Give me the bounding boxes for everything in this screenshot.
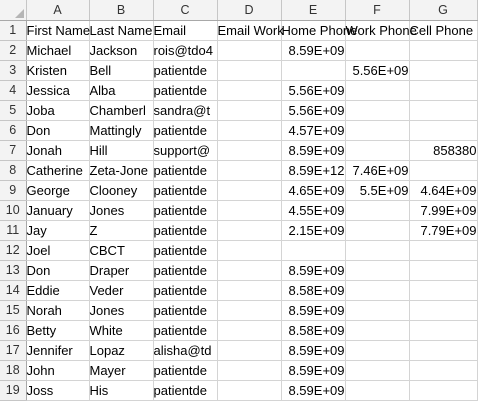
cell-d[interactable]: [217, 81, 281, 101]
cell-c[interactable]: patientde: [153, 61, 217, 81]
table-row: [0, 381, 477, 401]
cell-c[interactable]: patientde: [153, 241, 217, 261]
column-header-b[interactable]: B: [89, 0, 153, 21]
cell-b[interactable]: Draper: [89, 261, 153, 281]
row-header[interactable]: 16: [0, 321, 26, 341]
cell-g[interactable]: 7.79E+09: [409, 221, 477, 241]
table-row: [0, 21, 477, 41]
select-all-corner[interactable]: [0, 0, 26, 21]
cell-b[interactable]: Last Name: [89, 21, 153, 41]
cell-a[interactable]: Joel: [26, 241, 89, 261]
cell-f[interactable]: [345, 361, 409, 381]
cell-e[interactable]: 8.59E+09: [281, 341, 345, 361]
row-header[interactable]: 12: [0, 241, 26, 261]
cell-b[interactable]: Chamberl: [89, 101, 153, 121]
cell-c[interactable]: patientde: [153, 321, 217, 341]
cell-d[interactable]: [217, 161, 281, 181]
column-header-f[interactable]: F: [345, 0, 409, 21]
cell-g[interactable]: [409, 241, 477, 261]
table-row: [0, 161, 477, 181]
row-header[interactable]: 2: [0, 41, 26, 61]
cell-b[interactable]: Jackson: [89, 41, 153, 61]
column-header-c[interactable]: C: [153, 0, 217, 21]
cell-f[interactable]: [345, 141, 409, 161]
cell-f[interactable]: 5.5E+09: [345, 181, 409, 201]
cell-f[interactable]: 5.56E+09: [345, 61, 409, 81]
cell-d[interactable]: [217, 141, 281, 161]
cell-g[interactable]: [409, 341, 477, 361]
cell-b[interactable]: CBCT: [89, 241, 153, 261]
cell-e[interactable]: 5.56E+09: [281, 81, 345, 101]
cell-f[interactable]: 7.46E+09: [345, 161, 409, 181]
cell-c[interactable]: patientde: [153, 221, 217, 241]
cell-e[interactable]: 8.59E+09: [281, 361, 345, 381]
cell-c[interactable]: patientde: [153, 361, 217, 381]
row-header[interactable]: 7: [0, 141, 26, 161]
table-row: [0, 261, 477, 281]
cell-e[interactable]: 8.59E+09: [281, 301, 345, 321]
cell-c[interactable]: rois@tdo4: [153, 41, 217, 61]
cell-d[interactable]: [217, 381, 281, 401]
cell-a[interactable]: Don: [26, 121, 89, 141]
cell-g[interactable]: [409, 301, 477, 321]
cell-b[interactable]: Zeta-Jone: [89, 161, 153, 181]
cell-g[interactable]: [409, 81, 477, 101]
row-header[interactable]: 4: [0, 81, 26, 101]
row-header[interactable]: 9: [0, 181, 26, 201]
cell-e[interactable]: 5.56E+09: [281, 101, 345, 121]
cell-g[interactable]: [409, 281, 477, 301]
cell-g[interactable]: [409, 41, 477, 61]
cell-c[interactable]: patientde: [153, 301, 217, 321]
cell-f[interactable]: [345, 341, 409, 361]
cell-c[interactable]: support@: [153, 141, 217, 161]
cell-a[interactable]: Joba: [26, 101, 89, 121]
cell-g[interactable]: [409, 361, 477, 381]
select-all-triangle-icon: [15, 9, 24, 18]
cell-e[interactable]: 8.59E+09: [281, 381, 345, 401]
cell-a[interactable]: First Name: [26, 21, 89, 41]
table-row: [0, 181, 477, 201]
cell-d[interactable]: [217, 181, 281, 201]
cell-c[interactable]: alisha@td: [153, 341, 217, 361]
table-row: [0, 61, 477, 81]
cell-a[interactable]: Joss: [26, 381, 89, 401]
cell-g[interactable]: 7.99E+09: [409, 201, 477, 221]
cell-e[interactable]: 8.59E+09: [281, 261, 345, 281]
cell-f[interactable]: [345, 201, 409, 221]
table-row: [0, 321, 477, 341]
row-header[interactable]: 3: [0, 61, 26, 81]
cell-e[interactable]: 4.65E+09: [281, 181, 345, 201]
cell-d[interactable]: [217, 61, 281, 81]
cell-d[interactable]: [217, 41, 281, 61]
table-row: [0, 41, 477, 61]
table-row: [0, 201, 477, 221]
cell-d[interactable]: [217, 201, 281, 221]
cell-a[interactable]: Jay: [26, 221, 89, 241]
column-header-a[interactable]: A: [26, 0, 89, 21]
cell-b[interactable]: Hill: [89, 141, 153, 161]
cell-a[interactable]: George: [26, 181, 89, 201]
cell-f[interactable]: [345, 241, 409, 261]
row-header[interactable]: 6: [0, 121, 26, 141]
cell-f[interactable]: [345, 281, 409, 301]
table-row: [0, 141, 477, 161]
table-row: [0, 221, 477, 241]
column-header-d[interactable]: D: [217, 0, 281, 21]
cell-f[interactable]: [345, 101, 409, 121]
cell-e[interactable]: 8.59E+12: [281, 161, 345, 181]
table-row: [0, 301, 477, 321]
table-row: [0, 361, 477, 381]
column-header-g[interactable]: G: [409, 0, 477, 21]
cell-b[interactable]: White: [89, 321, 153, 341]
cell-b[interactable]: Z: [89, 221, 153, 241]
table-row: [0, 121, 477, 141]
cell-f[interactable]: [345, 81, 409, 101]
cell-a[interactable]: Catherine: [26, 161, 89, 181]
row-header[interactable]: 8: [0, 161, 26, 181]
row-header[interactable]: 15: [0, 301, 26, 321]
cell-a[interactable]: January: [26, 201, 89, 221]
cell-c[interactable]: patientde: [153, 201, 217, 221]
cell-b[interactable]: Mattingly: [89, 121, 153, 141]
cell-e[interactable]: 8.58E+09: [281, 321, 345, 341]
cell-d[interactable]: [217, 241, 281, 261]
cell-c[interactable]: patientde: [153, 161, 217, 181]
cell-e[interactable]: 2.15E+09: [281, 221, 345, 241]
cell-d[interactable]: [217, 121, 281, 141]
cell-g[interactable]: [409, 121, 477, 141]
cell-d[interactable]: Email Work: [217, 21, 281, 41]
cell-g[interactable]: [409, 381, 477, 401]
cell-c[interactable]: patientde: [153, 281, 217, 301]
cell-f[interactable]: [345, 41, 409, 61]
cell-a[interactable]: Jessica: [26, 81, 89, 101]
cell-g[interactable]: [409, 61, 477, 81]
cell-b[interactable]: His: [89, 381, 153, 401]
cell-f[interactable]: [345, 321, 409, 341]
cell-a[interactable]: Betty: [26, 321, 89, 341]
cell-b[interactable]: Jones: [89, 301, 153, 321]
cell-c[interactable]: patientde: [153, 381, 217, 401]
cell-b[interactable]: Bell: [89, 61, 153, 81]
cell-d[interactable]: [217, 281, 281, 301]
cell-c[interactable]: patientde: [153, 261, 217, 281]
column-header-row: [0, 0, 477, 21]
cell-f[interactable]: [345, 121, 409, 141]
row-header[interactable]: 5: [0, 101, 26, 121]
cell-g[interactable]: [409, 261, 477, 281]
cell-a[interactable]: Norah: [26, 301, 89, 321]
cell-c[interactable]: sandra@t: [153, 101, 217, 121]
cell-d[interactable]: [217, 221, 281, 241]
cell-e[interactable]: 4.55E+09: [281, 201, 345, 221]
row-header[interactable]: 18: [0, 361, 26, 381]
cell-g[interactable]: Cell Phone: [409, 21, 477, 41]
cell-a[interactable]: John: [26, 361, 89, 381]
row-header[interactable]: 10: [0, 201, 26, 221]
cell-b[interactable]: Alba: [89, 81, 153, 101]
cell-c[interactable]: patientde: [153, 181, 217, 201]
cell-d[interactable]: [217, 321, 281, 341]
cell-d[interactable]: [217, 261, 281, 281]
cell-c[interactable]: Email: [153, 21, 217, 41]
cell-d[interactable]: [217, 341, 281, 361]
cell-e[interactable]: Home Phone: [281, 21, 345, 41]
cell-a[interactable]: Eddie: [26, 281, 89, 301]
cell-e[interactable]: 8.59E+09: [281, 141, 345, 161]
cell-b[interactable]: Mayer: [89, 361, 153, 381]
cell-e[interactable]: 8.59E+09: [281, 41, 345, 61]
table-row: [0, 241, 477, 261]
cell-b[interactable]: Jones: [89, 201, 153, 221]
row-header[interactable]: 17: [0, 341, 26, 361]
cell-e[interactable]: [281, 241, 345, 261]
cell-b[interactable]: Clooney: [89, 181, 153, 201]
cell-e[interactable]: 8.58E+09: [281, 281, 345, 301]
cell-d[interactable]: [217, 301, 281, 321]
row-header[interactable]: 19: [0, 381, 26, 401]
cell-c[interactable]: patientde: [153, 81, 217, 101]
cell-d[interactable]: [217, 101, 281, 121]
cell-b[interactable]: Lopaz: [89, 341, 153, 361]
row-header[interactable]: 14: [0, 281, 26, 301]
cell-g[interactable]: [409, 161, 477, 181]
cell-f[interactable]: [345, 221, 409, 241]
cell-g[interactable]: [409, 321, 477, 341]
cell-a[interactable]: Don: [26, 261, 89, 281]
cell-g[interactable]: 858380: [409, 141, 477, 161]
cell-f[interactable]: [345, 381, 409, 401]
table-row: [0, 101, 477, 121]
cell-g[interactable]: [409, 101, 477, 121]
cell-a[interactable]: Jennifer: [26, 341, 89, 361]
row-header[interactable]: 11: [0, 221, 26, 241]
column-header-e[interactable]: E: [281, 0, 345, 21]
cell-d[interactable]: [217, 361, 281, 381]
cell-f[interactable]: [345, 261, 409, 281]
cell-a[interactable]: Michael: [26, 41, 89, 61]
cell-a[interactable]: Jonah: [26, 141, 89, 161]
row-header[interactable]: 13: [0, 261, 26, 281]
cell-g[interactable]: 4.64E+09: [409, 181, 477, 201]
cell-a[interactable]: Kristen: [26, 61, 89, 81]
cell-c[interactable]: patientde: [153, 121, 217, 141]
cell-f[interactable]: [345, 301, 409, 321]
cell-e[interactable]: [281, 61, 345, 81]
cell-f[interactable]: Work Phone: [345, 21, 409, 41]
cell-b[interactable]: Veder: [89, 281, 153, 301]
table-row: [0, 341, 477, 361]
table-row: [0, 81, 477, 101]
row-header[interactable]: 1: [0, 21, 26, 41]
table-row: [0, 281, 477, 301]
cell-e[interactable]: 4.57E+09: [281, 121, 345, 141]
